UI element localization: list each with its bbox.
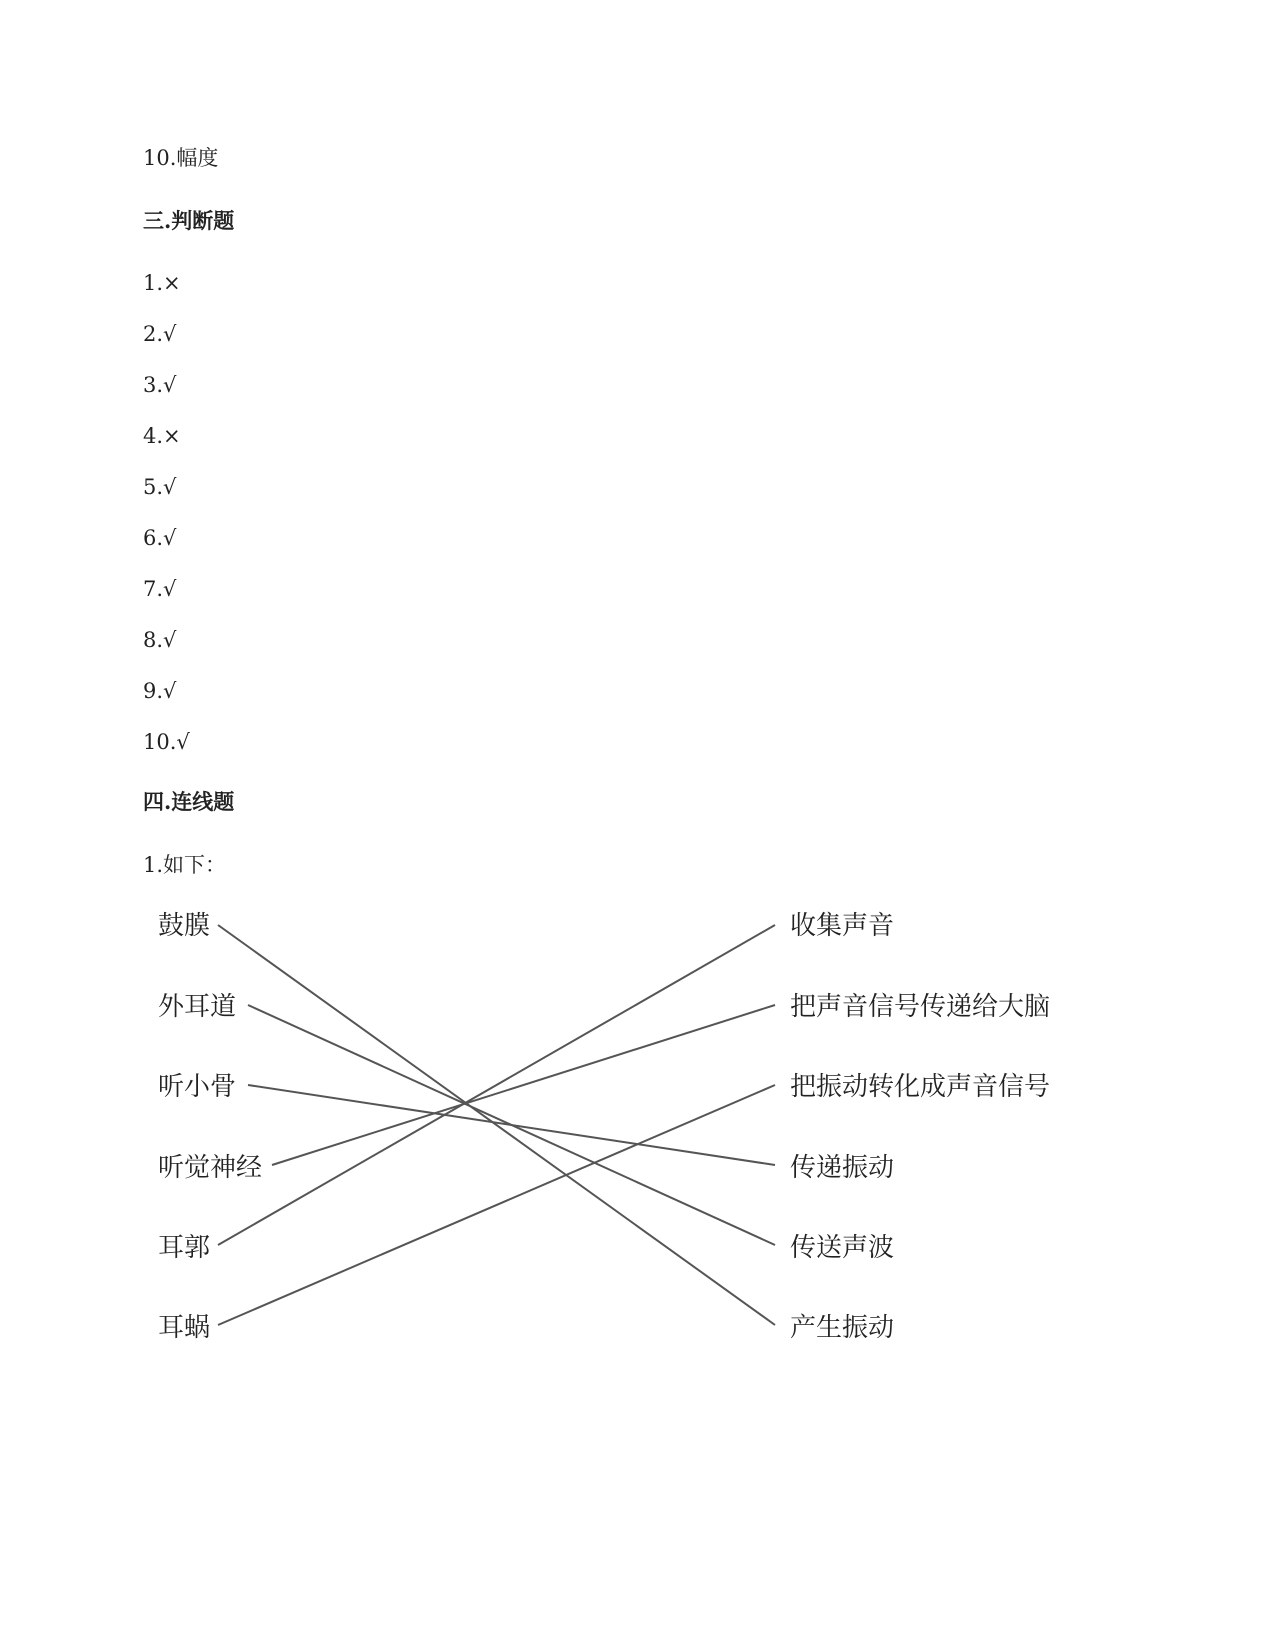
judgment-answer-10: 10.√ xyxy=(143,730,190,754)
judgment-answer-3: 3.√ xyxy=(143,373,177,397)
judgment-answer-1: 1.× xyxy=(143,271,181,295)
judgment-answer-7: 7.√ xyxy=(143,577,177,601)
right-item-convert-vibration: 把振动转化成声音信号 xyxy=(790,1072,1051,1102)
right-item-collect-sound: 收集声音 xyxy=(790,911,895,941)
judgment-section-heading: 三.判断题 xyxy=(143,208,235,233)
connection-line xyxy=(218,925,775,1325)
left-item-eardrum: 鼓膜 xyxy=(158,911,211,941)
judgment-answer-6: 6.√ xyxy=(143,526,177,550)
connection-line xyxy=(272,1005,775,1165)
judgment-answer-8: 8.√ xyxy=(143,628,177,652)
matching-section-heading: 四.连线题 xyxy=(143,789,235,814)
judgment-answer-9: 9.√ xyxy=(143,679,177,703)
matching-intro: 1.如下： xyxy=(143,853,227,877)
right-item-transmit-to-brain: 把声音信号传递给大脑 xyxy=(790,992,1051,1022)
judgment-answer-2: 2.√ xyxy=(143,322,177,346)
right-item-produce-vibration: 产生振动 xyxy=(790,1313,895,1343)
left-item-cochlea: 耳蜗 xyxy=(158,1313,211,1343)
left-item-auricle: 耳郭 xyxy=(158,1233,211,1263)
judgment-answer-4: 4.× xyxy=(143,424,181,448)
connection-line xyxy=(218,1085,775,1325)
judgment-answer-5: 5.√ xyxy=(143,475,177,499)
fill-blank-item-10: 10.幅度 xyxy=(143,146,219,170)
connection-line xyxy=(248,1085,775,1165)
right-item-transmit-sound-waves: 传送声波 xyxy=(790,1233,895,1263)
left-item-auditory-nerve: 听觉神经 xyxy=(158,1153,263,1183)
left-item-ossicles: 听小骨 xyxy=(158,1072,237,1102)
right-item-transmit-vibration: 传递振动 xyxy=(790,1153,895,1183)
left-item-ear-canal: 外耳道 xyxy=(158,992,237,1022)
connection-line xyxy=(218,925,775,1245)
